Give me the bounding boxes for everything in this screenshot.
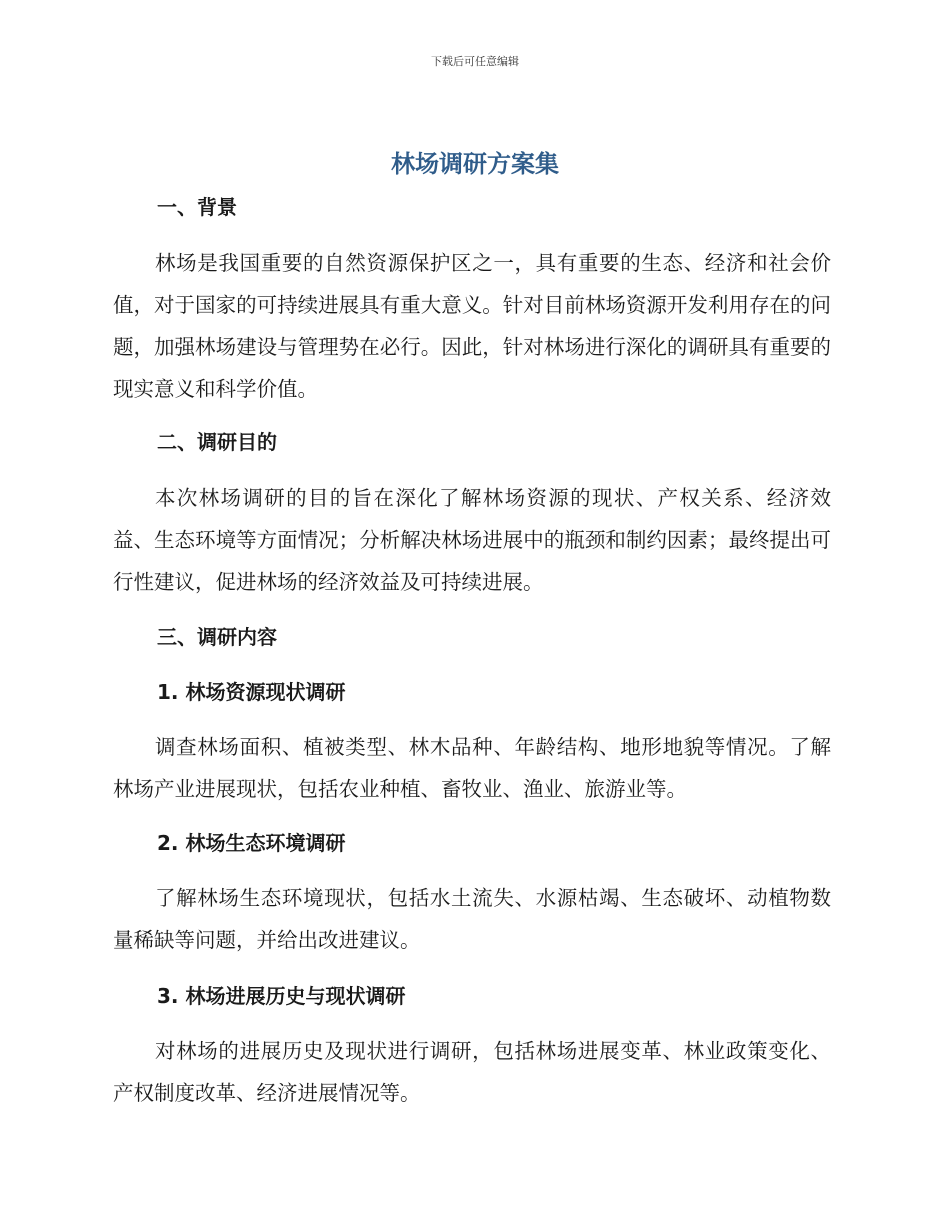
- subsection-heading-ecology: 2. 林场生态环境调研: [157, 831, 346, 855]
- page-header-note: 下载后可任意编辑: [431, 55, 519, 68]
- subsection-paragraph-resources: 调查林场面积、植被类型、林木品种、年龄结构、地形地貌等情况。了解林场产业进展现状，包括农业种植、畜牧业、渔业、旅游业等。: [113, 735, 831, 801]
- section-heading-background: 一、背景: [157, 195, 237, 219]
- section-paragraph-background: 林场是我国重要的自然资源保护区之一，具有重要的生态、经济和社会价值，对于国家的可持续进展具有重大意义。针对目前林场资源开发利用存在的问题，加强林场建设与管理势在必行。因此，针对林场进行深化的调研具有重要的现实意义和科学价值。: [113, 251, 831, 401]
- section-heading-purpose: 二、调研目的: [157, 430, 277, 454]
- document-title: 林场调研方案集: [391, 150, 559, 178]
- subsection-paragraph-ecology: 了解林场生态环境现状，包括水土流失、水源枯竭、生态破坏、动植物数量稀缺等问题，并给出改进建议。: [113, 886, 831, 952]
- section-heading-content: 三、调研内容: [157, 625, 277, 649]
- subsection-paragraph-history: 对林场的进展历史及现状进行调研，包括林场进展变革、林业政策变化、产权制度改革、经济进展情况等。: [113, 1039, 831, 1105]
- subsection-heading-resources: 1. 林场资源现状调研: [157, 680, 346, 704]
- section-paragraph-purpose: 本次林场调研的目的旨在深化了解林场资源的现状、产权关系、经济效益、生态环境等方面情况；分析解决林场进展中的瓶颈和制约因素；最终提出可行性建议，促进林场的经济效益及可持续进展。: [113, 486, 831, 594]
- subsection-heading-history: 3. 林场进展历史与现状调研: [157, 984, 406, 1008]
